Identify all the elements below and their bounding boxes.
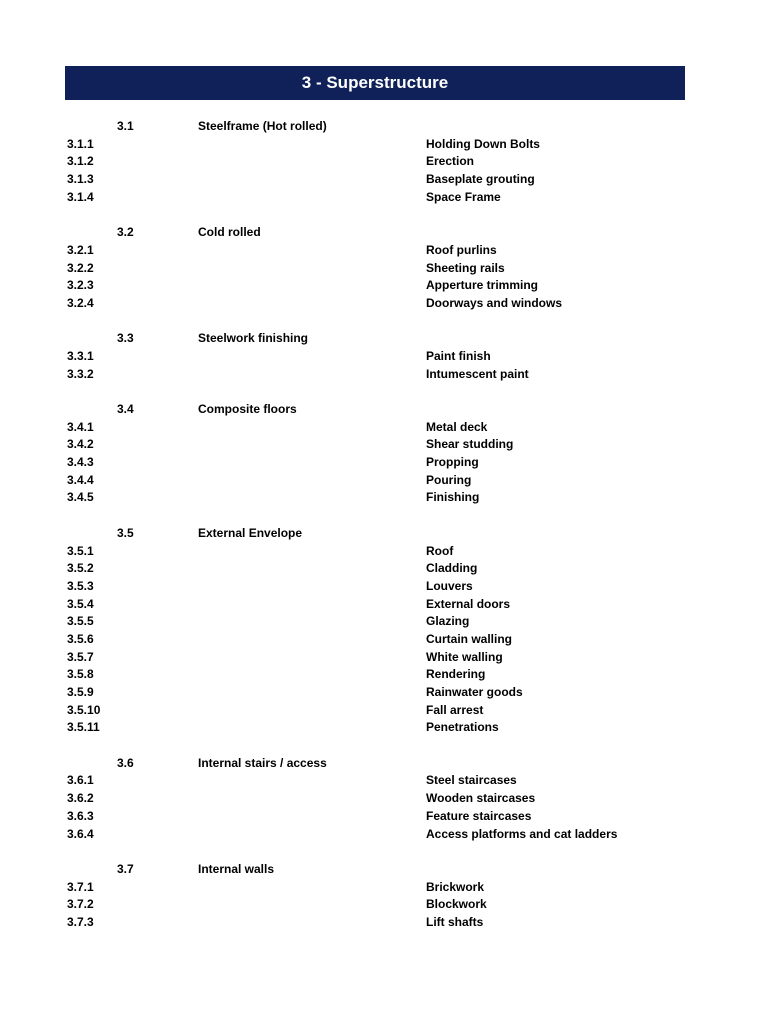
section-header-row xyxy=(0,118,768,136)
item-label: Louvers xyxy=(426,578,473,593)
item-label: External doors xyxy=(426,596,511,611)
item-code: 3.1.1 xyxy=(67,136,94,151)
item-row xyxy=(0,560,768,578)
section-header-row xyxy=(0,861,768,879)
item-row xyxy=(0,826,768,844)
section-heading: Steelwork finishing xyxy=(198,331,309,346)
item-row xyxy=(0,242,768,260)
item-label: Intumescent paint xyxy=(426,366,529,381)
item-label: Baseplate grouting xyxy=(426,172,535,187)
item-code: 3.5.8 xyxy=(67,667,94,682)
item-label: Sheeting rails xyxy=(426,260,505,275)
item-code: 3.5.1 xyxy=(67,543,94,558)
item-row xyxy=(0,914,768,932)
section-spacer xyxy=(0,313,768,331)
section-heading: Internal walls xyxy=(198,861,275,876)
item-code: 3.2.2 xyxy=(67,260,94,275)
item-code: 3.5.6 xyxy=(67,631,94,646)
section-heading: Steelframe (Hot rolled) xyxy=(198,119,327,133)
item-label: Pouring xyxy=(426,472,472,487)
item-label: Blockwork xyxy=(426,897,487,912)
item-code: 3.4.3 xyxy=(67,455,94,470)
item-label: Cladding xyxy=(426,561,478,576)
item-label: Shear studding xyxy=(426,437,514,452)
item-row xyxy=(0,578,768,596)
item-row xyxy=(0,613,768,631)
item-row xyxy=(0,790,768,808)
item-label: Holding Down Bolts xyxy=(426,136,540,151)
item-code: 3.5.11 xyxy=(67,720,100,735)
item-row xyxy=(0,631,768,649)
section-spacer xyxy=(0,843,768,861)
item-label: Paint finish xyxy=(426,348,491,363)
section-number: 3.6 xyxy=(117,755,134,770)
item-label: Curtain walling xyxy=(426,631,513,646)
item-row xyxy=(0,879,768,897)
section-header-row xyxy=(0,525,768,543)
item-row xyxy=(0,136,768,154)
item-code: 3.4.1 xyxy=(67,419,94,434)
section-heading: Cold rolled xyxy=(198,225,261,240)
section-number: 3.3 xyxy=(117,331,134,346)
item-label: Rainwater goods xyxy=(426,685,523,699)
item-label: Penetrations xyxy=(426,720,499,735)
section-number: 3.2 xyxy=(117,225,134,240)
section-number: 3.4 xyxy=(117,402,134,416)
section-header-row xyxy=(0,755,768,773)
section-heading: External Envelope xyxy=(198,525,303,540)
section-spacer xyxy=(0,737,768,755)
item-label: Fall arrest xyxy=(426,702,484,717)
item-label: Finishing xyxy=(426,490,480,505)
item-code: 3.3.2 xyxy=(67,366,94,381)
item-label: Wooden staircases xyxy=(426,791,536,806)
item-row xyxy=(0,896,768,914)
section-number: 3.1 xyxy=(117,119,134,133)
item-row xyxy=(0,436,768,454)
item-row xyxy=(0,702,768,720)
item-code: 3.4.4 xyxy=(67,472,94,487)
item-label: Space Frame xyxy=(426,189,501,204)
item-row xyxy=(0,808,768,826)
section-list xyxy=(0,118,768,932)
item-code: 3.5.3 xyxy=(67,578,94,593)
item-row xyxy=(0,153,768,171)
section-number: 3.5 xyxy=(117,525,134,540)
item-label: Apperture trimming xyxy=(426,278,539,293)
item-label: Steel staircases xyxy=(426,773,517,788)
item-row xyxy=(0,295,768,313)
item-code: 3.6.3 xyxy=(67,808,94,823)
item-label: Glazing xyxy=(426,614,470,629)
item-code: 3.7.3 xyxy=(67,914,94,929)
item-label: Roof purlins xyxy=(426,242,497,257)
item-code: 3.6.4 xyxy=(67,826,94,841)
item-label: Lift shafts xyxy=(426,914,484,929)
item-code: 3.1.3 xyxy=(67,172,94,187)
item-code: 3.5.7 xyxy=(67,649,94,664)
item-code: 3.6.2 xyxy=(67,791,94,806)
item-code: 3.2.3 xyxy=(67,278,94,293)
item-code: 3.5.10 xyxy=(67,702,101,717)
item-row xyxy=(0,189,768,207)
item-label: White walling xyxy=(426,649,503,664)
item-code: 3.5.5 xyxy=(67,614,94,629)
item-row xyxy=(0,684,768,702)
item-row xyxy=(0,719,768,737)
item-code: 3.1.2 xyxy=(67,154,94,169)
item-label: Metal deck xyxy=(426,419,488,434)
section-spacer xyxy=(0,507,768,525)
item-code: 3.3.1 xyxy=(67,348,94,363)
item-code: 3.2.4 xyxy=(67,295,94,310)
item-code: 3.4.5 xyxy=(67,490,94,505)
item-row xyxy=(0,472,768,490)
item-row xyxy=(0,348,768,366)
item-row xyxy=(0,489,768,507)
item-row xyxy=(0,649,768,667)
item-row xyxy=(0,171,768,189)
item-row xyxy=(0,366,768,384)
item-label: Rendering xyxy=(426,667,486,682)
item-code: 3.7.1 xyxy=(67,879,94,894)
section-spacer xyxy=(0,383,768,401)
item-label: Access platforms and cat ladders xyxy=(426,826,618,841)
item-row xyxy=(0,277,768,295)
item-label: Doorways and windows xyxy=(426,295,563,310)
section-header-row xyxy=(0,224,768,242)
title-bar xyxy=(65,66,685,100)
item-code: 3.1.4 xyxy=(67,189,94,204)
item-code: 3.7.2 xyxy=(67,897,94,912)
item-label: Feature staircases xyxy=(426,808,532,823)
item-code: 3.4.2 xyxy=(67,437,94,452)
item-code: 3.2.1 xyxy=(67,242,94,257)
item-row xyxy=(0,260,768,278)
section-spacer xyxy=(0,206,768,224)
section-heading: Composite floors xyxy=(198,402,297,416)
item-code: 3.5.2 xyxy=(67,561,94,576)
item-label: Brickwork xyxy=(426,879,485,894)
item-code: 3.5.4 xyxy=(67,596,94,611)
item-row xyxy=(0,596,768,614)
section-number: 3.7 xyxy=(117,861,134,876)
page-title: 3 - Superstructure xyxy=(301,73,449,92)
item-row xyxy=(0,666,768,684)
item-row xyxy=(0,454,768,472)
item-label: Propping xyxy=(426,455,479,470)
section-heading: Internal stairs / access xyxy=(198,755,327,770)
item-row xyxy=(0,772,768,790)
item-code: 3.6.1 xyxy=(67,773,94,788)
item-row xyxy=(0,543,768,561)
section-header-row xyxy=(0,401,768,419)
section-header-row xyxy=(0,330,768,348)
item-label: Erection xyxy=(426,154,475,169)
item-code: 3.5.9 xyxy=(67,685,94,699)
item-label: Roof xyxy=(426,543,454,558)
item-row xyxy=(0,419,768,437)
